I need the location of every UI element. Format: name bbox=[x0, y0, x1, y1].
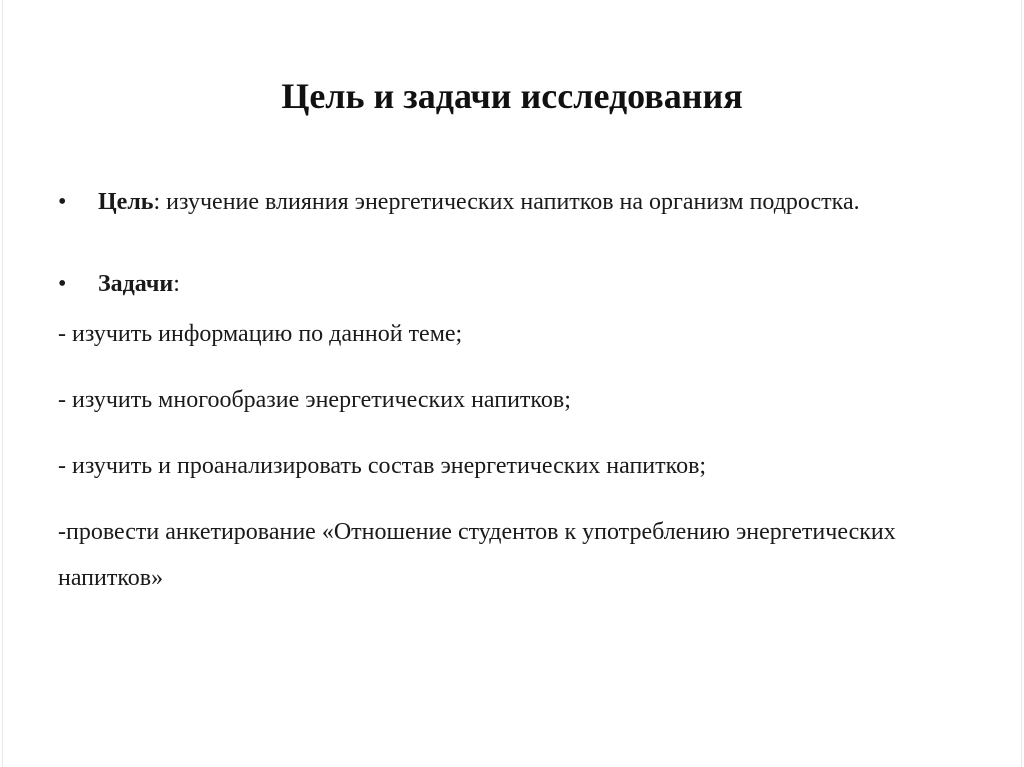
goal-bullet-item bbox=[58, 186, 860, 218]
task-item: -провести анкетирование «Отношение студентов к употреблению энергетических bbox=[58, 519, 896, 545]
task-item-continuation: напитков» bbox=[58, 565, 164, 591]
goal-colon: : bbox=[153, 189, 161, 215]
tasks-label: Задачи bbox=[98, 271, 174, 297]
slide-title: Цель и задачи исследования bbox=[281, 76, 743, 116]
goal-bullet-marker: • bbox=[58, 189, 67, 215]
goal-label: Цель bbox=[98, 189, 154, 215]
tasks-bullet-marker: • bbox=[58, 271, 67, 297]
tasks-bullet-item bbox=[58, 268, 180, 300]
task-item: - изучить многообразие энергетических напитков; bbox=[58, 387, 571, 413]
task-item: - изучить и проанализировать состав энергетических напитков; bbox=[58, 453, 707, 479]
tasks-colon: : bbox=[173, 271, 180, 297]
goal-text: изучение влияния энергетических напитков на организм подростка. bbox=[160, 189, 860, 215]
task-item: - изучить информацию по данной теме; bbox=[58, 321, 463, 347]
